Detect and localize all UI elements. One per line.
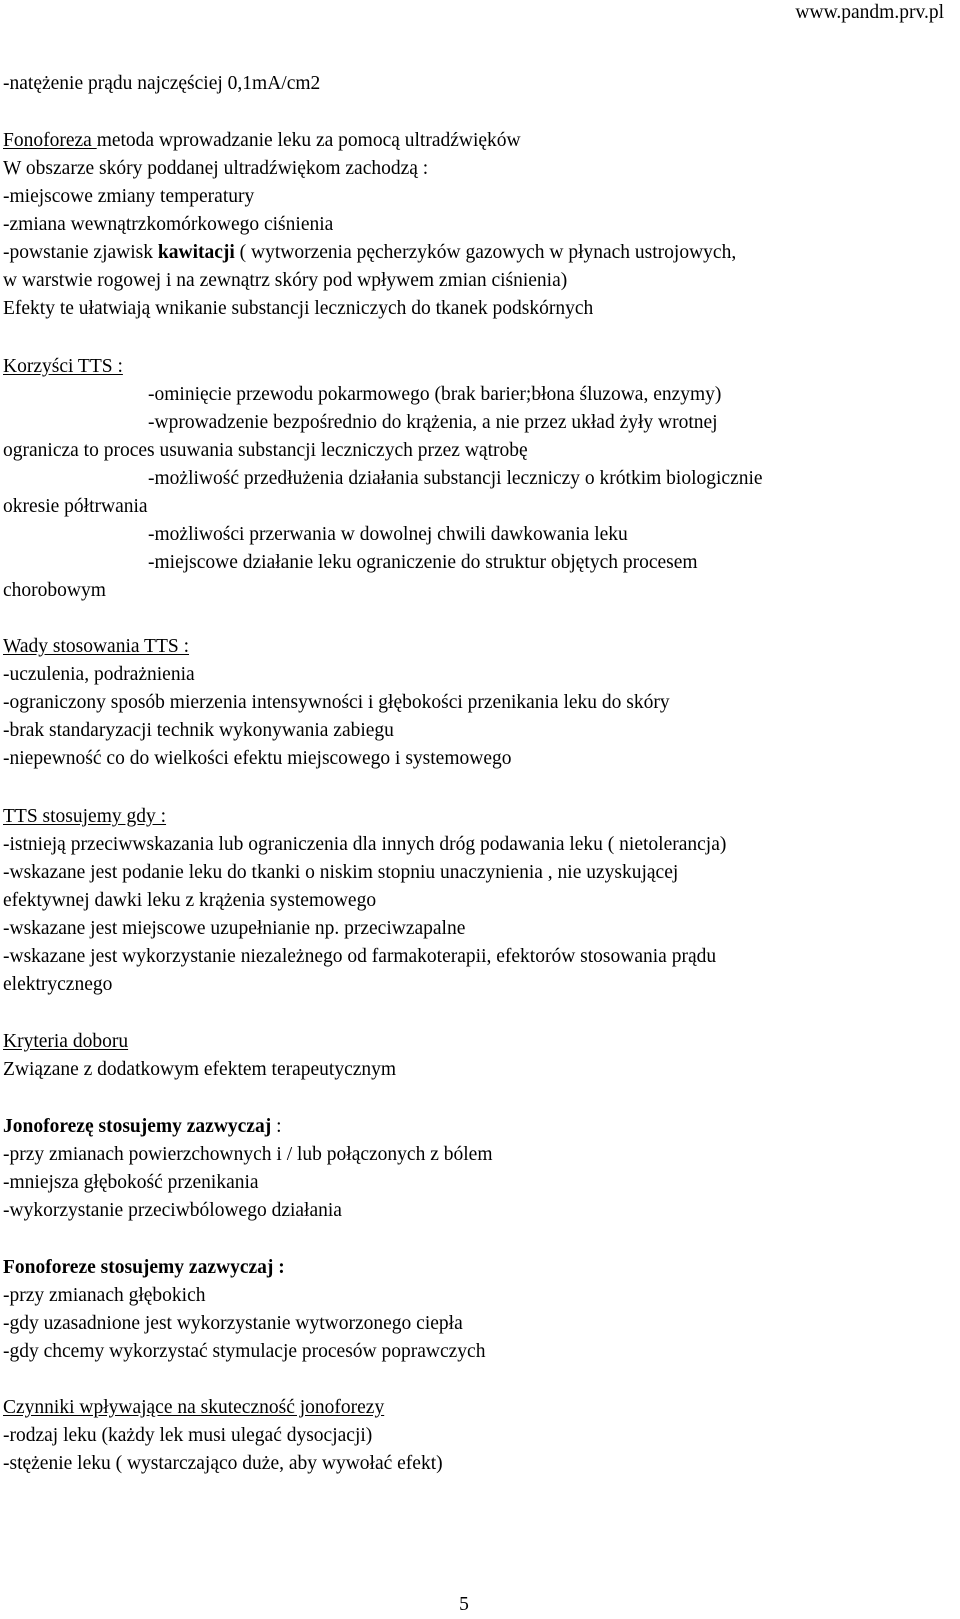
text-line: -możliwości przerwania w dowolnej chwili dawkowania leku xyxy=(148,524,628,545)
text-line: -wykorzystanie przeciwbólowego działania xyxy=(3,1200,342,1221)
text-line: -gdy uzasadnione jest wykorzystanie wytworzonego ciepła xyxy=(3,1313,463,1334)
heading-wady-tts: Wady stosowania TTS : xyxy=(3,636,190,657)
text-line: -przy zmianach powierzchownych i / lub połączonych z bólem xyxy=(3,1144,493,1165)
text-line: W obszarze skóry poddanej ultradźwiękom zachodzą : xyxy=(3,158,429,179)
text-line: -niepewność co do wielkości efektu miejscowego i systemowego xyxy=(3,748,512,769)
text-line: -miejscowe działanie leku ograniczenie do struktur objętych procesem xyxy=(148,552,698,573)
heading-tts-stosujemy: TTS stosujemy gdy : xyxy=(3,806,167,827)
text-line: -wskazane jest wykorzystanie niezależnego od farmakoterapii, efektorów stosowania prądu xyxy=(3,946,717,967)
text-line: -ominięcie przewodu pokarmowego (brak barier;błona śluzowa, enzymy) xyxy=(148,384,722,405)
text-line: -stężenie leku ( wystarczająco duże, aby wywołać efekt) xyxy=(3,1453,443,1474)
text-line: -możliwość przedłużenia działania substancji leczniczy o krótkim biologicznie xyxy=(148,468,763,489)
text-line: metoda wprowadzanie leku za pomocą ultradźwięków xyxy=(96,130,521,151)
text-line: ogranicza to proces usuwania substancji leczniczych przez wątrobę xyxy=(3,440,528,461)
text-line: -ograniczony sposób mierzenia intensywności i głębokości przenikania leku do skóry xyxy=(3,692,670,713)
heading-fonoforeze: Fonoforeze stosujemy zazwyczaj : xyxy=(3,1257,285,1278)
text-line: -powstanie zjawisk kawitacji ( wytworzenia pęcherzyków gazowych w płynach ustrojowych, xyxy=(3,242,737,263)
bold-term-kawitacji: kawitacji xyxy=(157,242,235,263)
section-fonoforeza xyxy=(3,127,521,155)
text-line: elektrycznego xyxy=(3,974,113,995)
text-line: -rodzaj leku (każdy lek musi ulegać dysocjacji) xyxy=(3,1425,373,1446)
header-url: www.pandm.prv.pl xyxy=(795,2,944,23)
heading-korzysci-tts: Korzyści TTS : xyxy=(3,356,123,377)
text-line: -zmiana wewnątrzkomórkowego ciśnienia xyxy=(3,214,334,235)
text-line: -wskazane jest podanie leku do tkanki o niskim stopniu unaczynienia , nie uzyskującej xyxy=(3,862,679,883)
heading-fonoforeza: Fonoforeza xyxy=(3,130,97,151)
text-line: -wprowadzenie bezpośrednio do krążenia, a nie przez układ żyły wrotnej xyxy=(148,412,718,433)
text-line: -istnieją przeciwwskazania lub ograniczenia dla innych dróg podawania leku ( nietolerancja) xyxy=(3,834,727,855)
heading-czynniki: Czynniki wpływające na skuteczność jonoforezy xyxy=(3,1397,385,1418)
text-line: okresie półtrwania xyxy=(3,496,148,517)
text-line: Związane z dodatkowym efektem terapeutycznym xyxy=(3,1059,397,1080)
text-line: -uczulenia, podrażnienia xyxy=(3,664,195,685)
text-line: -gdy chcemy wykorzystać stymulacje procesów poprawczych xyxy=(3,1341,486,1362)
text-line: -brak standaryzacji technik wykonywania zabiegu xyxy=(3,720,394,741)
text-line: -mniejsza głębokość przenikania xyxy=(3,1172,259,1193)
page-number: 5 xyxy=(459,1594,469,1615)
text-line: Efekty te ułatwiają wnikanie substancji leczniczych do tkanek podskórnych xyxy=(3,298,594,319)
text-line: w warstwie rogowej i na zewnątrz skóry pod wpływem zmian ciśnienia) xyxy=(3,270,568,291)
heading-jonoforeze: Jonoforezę stosujemy zazwyczaj : xyxy=(3,1116,282,1137)
heading-kryteria-doboru: Kryteria doboru xyxy=(3,1031,129,1052)
text-line: -wskazane jest miejscowe uzupełnianie np. przeciwzapalne xyxy=(3,918,466,939)
text-line: -miejscowe zmiany temperatury xyxy=(3,186,255,207)
text-line: efektywnej dawki leku z krążenia systemowego xyxy=(3,890,377,911)
text-line: -przy zmianach głębokich xyxy=(3,1285,206,1306)
text-line: -natężenie prądu najczęściej 0,1mA/cm2 xyxy=(3,73,321,94)
text-line: chorobowym xyxy=(3,580,106,601)
